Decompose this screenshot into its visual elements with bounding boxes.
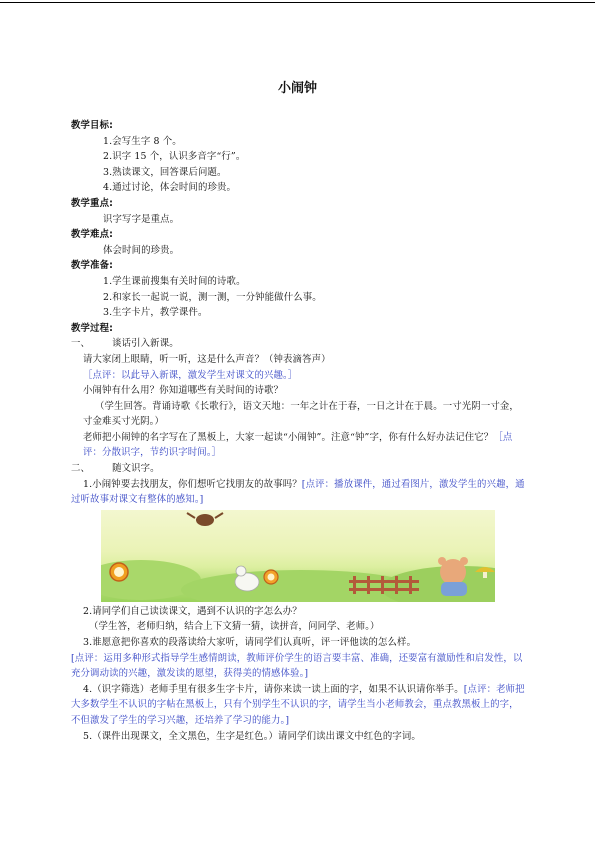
s1-comment: ［点评：以此导入新课，激发学生对课文的兴趣。］	[83, 369, 298, 381]
section-1-text: 谈话引入新课。	[112, 338, 179, 350]
section-2-number: 二、	[71, 463, 91, 475]
s2-paragraph: （学生答，老师归纳，结合上下文猜一猜，读拼音，问同学、老师。）	[89, 621, 380, 633]
top-rule	[0, 2, 595, 3]
s2-comment: [点评：播放课件，通过看图片，激发学生的兴趣，通过听故事对课文有整体的感知。]	[71, 478, 525, 506]
section-1-title	[71, 336, 526, 352]
section-2-title	[71, 461, 526, 477]
difficulties-text: 体会时间的珍贵。	[103, 244, 180, 256]
key-points-heading: 教学重点:	[71, 197, 113, 209]
goals-heading: 教学目标:	[71, 120, 113, 131]
key-points-text: 识字写字是重点。	[103, 213, 180, 225]
page-title: 小闹钟	[277, 81, 317, 96]
story-illustration	[101, 510, 495, 602]
bear-icon	[438, 557, 468, 596]
s2-paragraph-mixed	[71, 682, 526, 729]
s2-paragraph-mixed	[71, 477, 526, 508]
prep-heading: 教学准备:	[71, 260, 113, 272]
prep-item: 3.生字卡片，教学课件。	[103, 307, 208, 319]
lesson-content	[71, 118, 526, 744]
s1-paragraph: 小闹钟有什么用？你知道哪些有关时间的诗歌？	[83, 385, 284, 397]
section-1-number: 一、	[71, 338, 91, 350]
goal-item: 1.会写生字 8 个。	[103, 135, 182, 147]
s2-paragraph-text: 4.（识字筛选）老师手里有很多生字卡片，请你来读一读上面的字，如果不认识请你举手。	[83, 683, 464, 695]
illustration-graphic	[101, 510, 495, 602]
difficulties-heading: 教学难点:	[71, 229, 113, 241]
s1-paragraph-mixed	[71, 430, 526, 461]
s1-paragraph-text: 老师把小闹钟的名字写在了黑板上，大家一起读“小闹钟”。注意“钟”字，你有什么好办法记住它？	[83, 431, 494, 443]
small-clock-icon	[264, 570, 278, 584]
process-heading: 教学过程:	[71, 322, 113, 334]
s1-comment: ［点评：分散识字，节约识字时间。］	[83, 431, 513, 459]
s2-paragraph: 2.请同学们自己读读课文，遇到不认识的字怎么办？	[83, 605, 302, 617]
s2-paragraph: 3.谁愿意把你喜欢的段落读给大家听，请同学们认真听，评一评他读的怎么样。	[83, 637, 417, 649]
bird-icon	[187, 513, 223, 526]
s2-comment: [点评：老师把大多数学生不认识的字帖在黑板上，只有个别学生不认识的字，请学生当小老师教会，重点教黑板上的字，不但激发了学生的学习兴趣，还培养了学习的能力。]	[71, 683, 525, 726]
goal-item: 2.识字 15 个，认识多音字“行”。	[103, 151, 246, 163]
goal-item: 4.通过讨论，体会时间的珍贵。	[103, 182, 237, 194]
s2-paragraph: 5.（课件出现课文，全文黑色，生字是红色。）请同学们读出课文中红色的字词。	[83, 730, 421, 742]
s2-paragraph-text: 1.小闹钟要去找朋友，你们想听它找朋友的故事吗？	[83, 478, 302, 490]
s2-comment: [点评：运用多种形式指导学生感情朗读，教师评价学生的语言要丰富、准确，还要富有激励性和启发性，以充分调动读的兴趣，激发读的愿望，获得美的情感体验。]	[71, 652, 523, 680]
s1-paragraph: 请大家闭上眼睛，听一听，这是什么声音？（钟表滴答声）	[83, 353, 331, 365]
prep-item: 2.和家长一起说一说，测一测，一分钟能做什么事。	[103, 291, 322, 303]
alarm-clock-icon	[110, 563, 128, 581]
goal-item: 3.熟读课文，回答课后问题。	[103, 166, 227, 178]
prep-item: 1.学生课前搜集有关时间的诗歌。	[103, 275, 246, 287]
section-2-text: 随文识字。	[112, 463, 160, 475]
s1-paragraph: （学生回答。背诵诗歌《长歌行》，语文天地：一年之计在于春，一日之计在于晨。一寸光阴一寸金，寸金难买寸光阴。）	[83, 400, 519, 428]
sheep-icon	[235, 566, 259, 591]
